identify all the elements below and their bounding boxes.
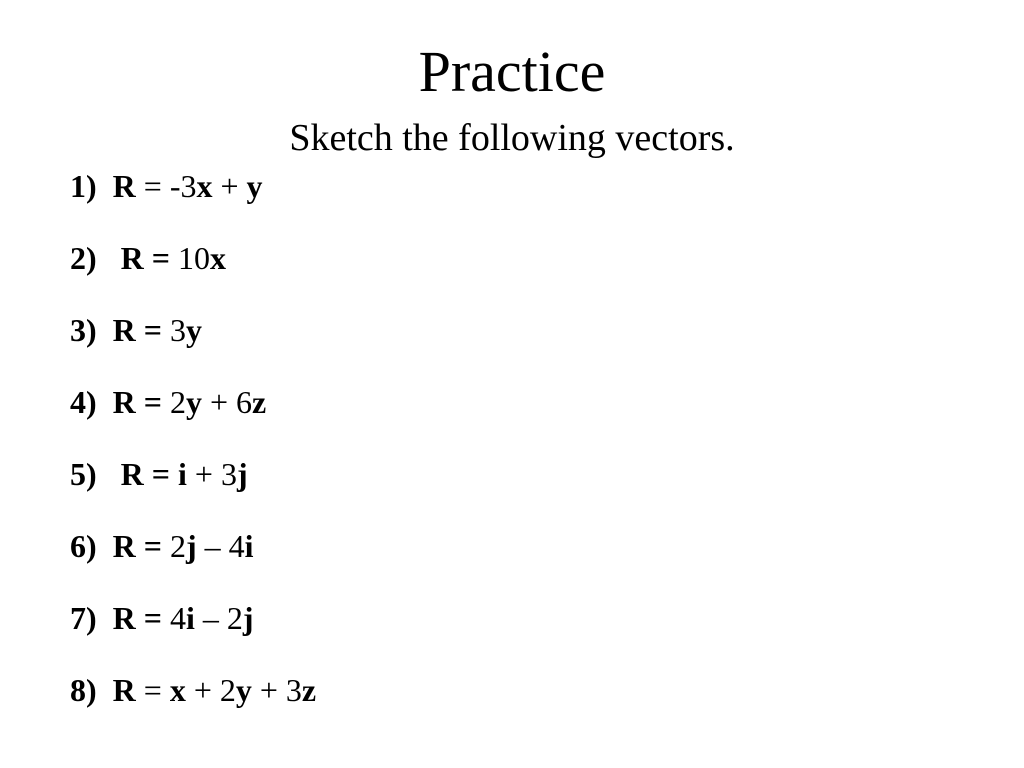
equation-segment: 4 [162,600,186,636]
equation-segment: j [236,456,248,492]
equation-segment: 2 [162,384,186,420]
equation-segment: R = [112,528,162,564]
equation-segment: + 2 [185,672,236,708]
equation-segment: R [112,672,136,708]
equation-segment: R [112,168,136,204]
problem-item [70,524,950,596]
equation-segment: + 6 [202,384,253,420]
equation-segment: z [252,384,267,420]
equation-segment: i [244,528,254,564]
problem-item [70,380,950,452]
problem-number: 3) [70,312,97,348]
equation-segment: + 3 [186,456,237,492]
equation-segment: – 4 [196,528,245,564]
equation-segment: x [196,168,213,204]
equation-segment: x [210,240,226,276]
problem-spacer [97,312,113,348]
problem-item [70,164,950,236]
slide-title: Practice [418,39,606,104]
equation-segment: 2 [162,528,186,564]
problem-spacer [97,384,113,420]
equation-segment: i [186,600,195,636]
slide-subtitle: Sketch the following vectors. [289,117,735,159]
equation-segment: 10 [170,240,210,276]
problem-number: 4) [70,384,97,420]
problem-spacer [97,528,113,564]
problem-spacer [97,240,113,276]
equation-segment: R = [112,600,162,636]
equation-segment: y [246,168,263,204]
equation-segment: + 3 [251,672,302,708]
problem-item [70,596,950,668]
problem-item [70,236,950,308]
problem-number: 8) [70,672,97,708]
equation-segment: j [242,600,254,636]
problem-number: 6) [70,528,97,564]
equation-segment: y [186,312,202,348]
equation-segment: 3 [162,312,186,348]
problem-spacer [97,456,113,492]
equation-segment: R = i [112,456,187,492]
problem-number: 5) [70,456,97,492]
problem-spacer [97,600,113,636]
equation-segment: R = [112,312,162,348]
equation-segment: = [135,672,170,708]
problem-number: 2) [70,240,97,276]
equation-segment: + [212,168,247,204]
equation-segment: y [235,672,252,708]
problem-list [70,164,950,740]
problem-item [70,668,950,740]
equation-segment: y [186,384,202,420]
equation-segment: x [169,672,186,708]
equation-segment: j [186,528,197,564]
equation-segment: R = [112,240,170,276]
equation-segment: z [301,672,317,708]
problem-number: 7) [70,600,97,636]
problem-number: 1) [70,168,97,204]
problem-item [70,452,950,524]
problem-item [70,308,950,380]
problem-spacer [97,168,113,204]
problem-spacer [97,672,113,708]
equation-segment: R = [112,384,162,420]
equation-segment: – 2 [194,600,243,636]
equation-segment: = -3 [135,168,197,204]
